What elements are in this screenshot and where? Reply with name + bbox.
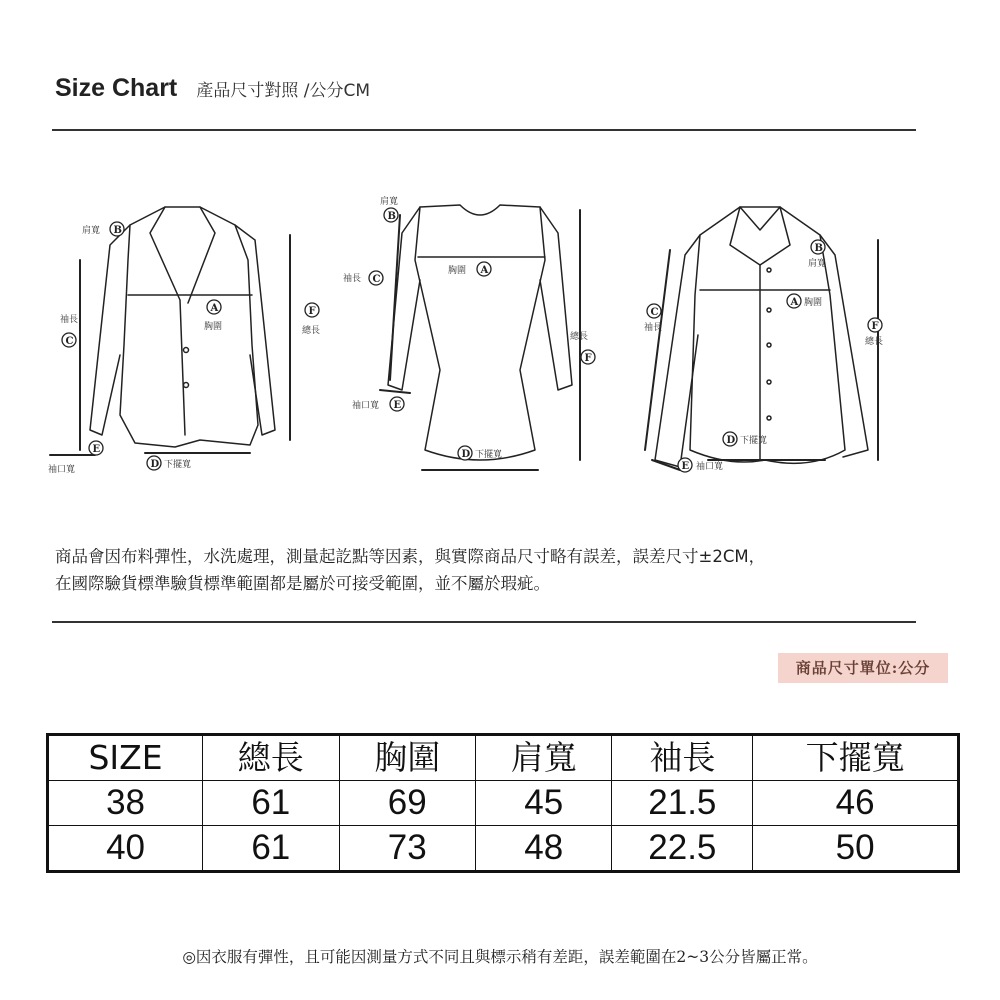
shirt-badge-c-letter: C (650, 307, 659, 318)
jacket-shoulder-label: 肩寬 (82, 226, 101, 236)
header-sleeve: 袖長 (612, 735, 753, 781)
dress-badge-a-letter: A (480, 265, 489, 276)
dress-badge-e-letter: E (393, 400, 402, 411)
shirt-diagram (645, 207, 878, 470)
header-hem: 下擺寬 (753, 735, 959, 781)
cell-hem: 46 (753, 781, 959, 826)
dress-badge-b-letter: B (387, 211, 396, 222)
cell-sleeve: 21.5 (612, 781, 753, 826)
notice-line-1: 商品會因布料彈性，水洗處理，測量起訖點等因素，與實際商品尺寸略有誤差，誤差尺寸±2CM， (55, 547, 766, 566)
page-title: Size Chart (55, 74, 178, 102)
shirt-cuff-label: 袖口寬 (696, 462, 724, 472)
table-row (48, 781, 959, 826)
cell-shoulder: 45 (475, 781, 611, 826)
dress-badge-d-letter: D (461, 449, 471, 460)
jacket-badge-b-letter: B (113, 225, 122, 236)
cell-sleeve: 22.5 (612, 826, 753, 872)
dress-badge-c-letter: C (372, 274, 381, 285)
footnote: ◎因衣服有彈性，且可能因測量方式不同且與標示稍有差距，誤差範圍在2~3公分皆屬正常。 (182, 948, 818, 966)
shirt-hem-label: 下擺寬 (740, 436, 768, 446)
shirt-badge-b-letter: B (814, 243, 823, 254)
dress-chest-label: 胸圍 (448, 266, 467, 276)
jacket-badge-d-letter: D (150, 459, 160, 470)
table-row (48, 826, 959, 872)
cell-hem: 50 (753, 826, 959, 872)
dress-hem-label: 下擺寬 (475, 450, 503, 460)
cell-size: 40 (48, 826, 203, 872)
cell-shoulder: 48 (475, 826, 611, 872)
page-subtitle: 產品尺寸對照 /公分CM (196, 81, 371, 101)
header-chest: 胸圍 (339, 735, 475, 781)
shirt-badge-a-letter: A (790, 297, 799, 308)
jacket-badge-c-letter: C (65, 336, 74, 347)
table-header-row (48, 735, 959, 781)
unit-tag: 商品尺寸單位:公分 (778, 653, 948, 683)
jacket-length-label: 總長 (302, 326, 321, 336)
cell-length: 61 (203, 781, 339, 826)
dress-shoulder-label: 肩寬 (380, 197, 399, 207)
jacket-badge-f-letter: F (308, 306, 316, 317)
header-size: SIZE (48, 735, 203, 781)
header-length: 總長 (203, 735, 339, 781)
shirt-chest-label: 胸圍 (804, 298, 823, 308)
notice-line-2: 在國際驗貨標準驗貨標準範圍都是屬於可接受範圍，並不屬於瑕疵。 (55, 574, 550, 593)
cell-size: 38 (48, 781, 203, 826)
cell-chest: 73 (339, 826, 475, 872)
dress-badge-f-letter: F (584, 353, 592, 364)
shirt-badge-f-letter: F (871, 321, 879, 332)
size-table (46, 733, 960, 873)
dress-diagram (380, 205, 580, 470)
jacket-chest-label: 胸圍 (204, 322, 223, 332)
jacket-cuff-label: 袖口寬 (48, 465, 76, 475)
page-title-row (55, 74, 370, 103)
jacket-badge-a-letter: A (210, 303, 219, 314)
divider-top (52, 129, 916, 131)
cell-length: 61 (203, 826, 339, 872)
jacket-diagram (50, 207, 290, 455)
header-shoulder: 肩寬 (475, 735, 611, 781)
dress-length-label: 總長 (570, 332, 589, 342)
measurement-notice (55, 543, 765, 597)
measurement-diagrams (40, 185, 960, 485)
jacket-badge-e-letter: E (92, 444, 101, 455)
divider-bottom (52, 621, 916, 623)
shirt-shoulder-label: 肩寬 (808, 259, 827, 269)
jacket-sleeve-label: 袖長 (60, 315, 79, 325)
dress-cuff-label: 袖口寬 (352, 401, 380, 411)
shirt-sleeve-label: 袖長 (644, 323, 663, 333)
shirt-badge-d-letter: D (726, 435, 736, 446)
shirt-badge-e-letter: E (681, 461, 690, 472)
jacket-hem-label: 下擺寬 (164, 460, 192, 470)
dress-sleeve-label: 袖長 (343, 274, 362, 284)
cell-chest: 69 (339, 781, 475, 826)
shirt-length-label: 總長 (865, 337, 884, 347)
